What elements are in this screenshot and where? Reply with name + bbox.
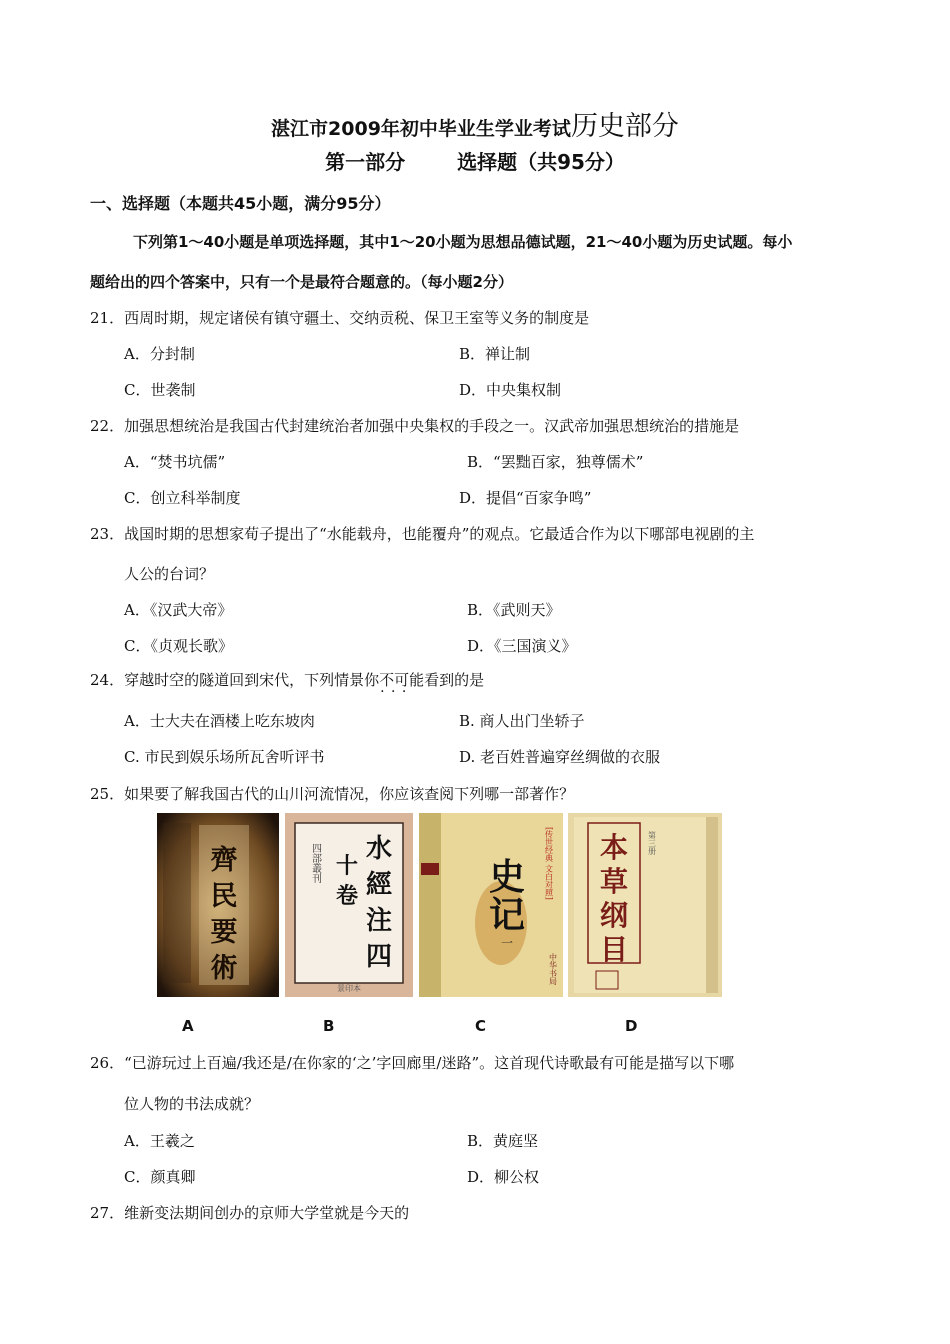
question-24-option-b: B. 商人出门坐轿子 [459,712,585,730]
question-22-stem: 22．加强思想统治是我国古代封建统治者加强中央集权的手段之一。汉武帝加强思想统治的措施是 [90,417,740,435]
question-23-stem-cont: 人公的台词？ [124,565,215,583]
question-25-stem: 25．如果要了解我国古代的山川河流情况，你应该查阅下列哪一部著作？ [90,785,575,803]
question-26-option-b: B．黄庭坚 [467,1132,539,1150]
question-23-option-a: A．《汉武大帝》 [124,601,233,619]
book-label-a: A [182,1017,194,1035]
book-c-vol: 一 [500,936,514,950]
question-22-option-c: C．创立科举制度 [124,489,241,507]
question-21-option-d: D．中央集权制 [459,381,562,399]
book-image-d [568,813,722,997]
question-24-emphasis: 不可能 · · · [379,671,424,689]
book-a-title-char-3: 要 [210,917,238,948]
book-b-extra-2: 卷 [335,883,359,909]
question-23-option-c: C．《贞观长歌》 [124,637,233,655]
instructions-line-2: 题给出的四个答案中，只有一个是最符合题意的。（每小题2分） [90,273,513,291]
book-label-c: C [475,1017,487,1035]
book-a-title-char-1: 齊 [210,845,238,876]
book-a-title-char-2: 民 [210,881,238,912]
question-23-option-d: D．《三国演义》 [467,637,577,655]
book-b-title-char-3: 注 [365,906,393,936]
exam-title [0,112,950,144]
title-main: 湛江市2009年初中毕业生学业考试 [271,118,571,140]
book-b-title-char-1: 水 [365,834,393,864]
book-label-b: B [323,1017,335,1035]
question-24-option-d: D. 老百姓普遍穿丝绸做的衣服 [459,748,661,766]
part-label: 第一部分 [325,150,406,174]
book-d-title-char-4: 目 [599,933,629,966]
book-b-extra-1: 十 [335,853,359,879]
question-26-stem: 26．“已游玩过上百遍/我还是/在你家的‘之’字回廊里/迷路”。这首现代诗歌最有可能是描写以下哪 [90,1054,735,1072]
question-23-option-b: B．《武则天》 [467,601,561,619]
question-24-stem-pre: 24．穿越时空的隧道回到宋代，下列情景你 [90,671,380,689]
question-24-stem [90,670,484,690]
question-24-stem-post: 看到的是 [424,671,485,689]
book-d-title-char-1: 本 [599,831,629,864]
book-b-footer: 景印本 [337,984,361,993]
book-image-a [157,813,279,997]
section-label: 选择题（共95分） [457,150,625,174]
question-26-option-c: C．颜真卿 [124,1168,196,1186]
book-b-title-char-2: 經 [365,870,393,900]
section-heading: 一、选择题（本题共45小题，满分95分） [90,194,391,213]
book-b-note: 四部叢刊 [309,843,321,883]
book-d-vol: 第三册 [647,831,657,855]
question-21-option-b: B．禅让制 [459,345,531,363]
question-27-stem: 27．维新变法期间创办的京师大学堂就是今天的 [90,1204,410,1222]
book-image-c [419,813,563,997]
book-a-title-char-4: 術 [210,953,238,984]
question-23-stem: 23．战国时期的思想家荀子提出了“水能载舟，也能覆舟”的观点。它最适合作为以下哪部电视剧的主 [90,525,755,543]
question-22-option-d: D．提倡“百家争鸣” [459,489,592,507]
question-22-option-a: A．“焚书坑儒” [124,453,226,471]
question-24-option-a: A．士大夫在酒楼上吃东坡肉 [124,712,315,730]
question-26-option-a: A．王羲之 [124,1132,195,1150]
instructions-line-1: 下列第1～40小题是单项选择题，其中1～20小题为思想品德试题，21～40小题为历史试题。每小 [133,233,793,251]
question-21-stem: 21．西周时期，规定诸侯有镇守疆土、交纳贡税、保卫王室等义务的制度是 [90,309,590,327]
book-c-banner: [传世经典 文白对照] [544,827,554,900]
question-22-option-b: B．“罢黜百家，独尊儒术” [467,453,644,471]
book-c-title-char-2: 记 [488,894,526,936]
question-26-stem-cont: 位人物的书法成就？ [124,1095,260,1113]
book-label-d: D [625,1017,638,1035]
book-d-title-char-3: 纲 [599,899,629,932]
question-21-option-a: A．分封制 [124,345,195,363]
question-24-option-c: C. 市民到娱乐场所瓦舍听评书 [124,748,325,766]
book-c-title-char-1: 史 [488,856,526,898]
question-26-option-d: D．柳公权 [467,1168,540,1186]
book-b-vol-char: 四 [365,942,393,972]
title-subject: 历史部分 [570,111,679,142]
question-21-option-c: C．世袭制 [124,381,196,399]
book-d-title-char-2: 草 [599,865,629,898]
book-c-publisher: 中华书局 [548,953,558,985]
part-heading [0,148,950,176]
book-image-b [285,813,413,997]
